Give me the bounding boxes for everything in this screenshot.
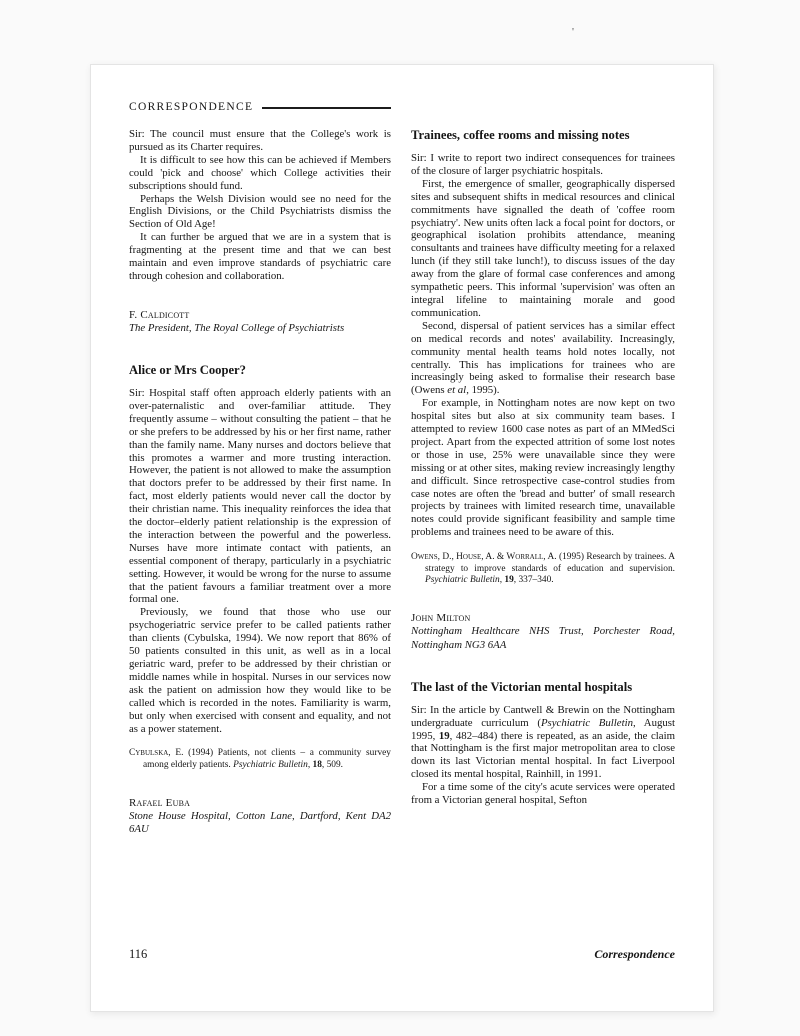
signature-name: F. Caldicott [129,308,190,321]
signature-block [411,612,675,651]
signature-block [129,797,391,836]
correspondence-heading: CORRESPONDENCE [129,101,254,113]
signature-affiliation: The President, The Royal College of Psychiatrists [129,321,345,334]
letter-paragraph: Previously, we found that those who use our psychogeriatric service prefer to be called patients rather than clients (Cybulska, 1994). We now report that 86% of 50 patients consulted in this unit, as well as in a local geriatric ward, prefer to be addressed by their christian or middle names while in hospital. Nurses in our services now ask the patient on admission how they would like to be called which is recorded in the notes. Familiarity is warm, but only when exercised with consent and equality, and not as a power statement. [129,606,391,735]
letter-paragraph: It can further be argued that we are in a system that is fragmenting at the present time and that we can best maintain and even improve standards of psychiatric care through cohesion and collaboration. [129,231,391,282]
letter-paragraph: Sir: In the article by Cantwell & Brewin on the Nottingham undergraduate curriculum (Psychiatric Bulletin, August 1995, 19, 482–484) there is repeated, as an aside, the claim that Nottingham is the first major metropolitan area to close down its last Victorian mental hospital. In fact Liverpool closed its mental hospital, Rainhill, in 1991. [411,703,676,781]
signature-block [129,309,391,335]
letter-paragraph: For a time some of the city's acute services were operated from a Victorian general hospital, Sefton [411,781,675,807]
right-column [411,128,675,837]
letter-title-victorian: The last of the Victorian mental hospitals [411,679,633,694]
left-column [129,128,391,837]
reference-cybulska: Cybulska, E. (1994) Patients, not clients – a community survey among elderly patients. Psychiatric Bulletin, 18, 509. [129,748,391,770]
page-footer [129,947,675,962]
letter-paragraph: Sir: Hospital staff often approach elderly patients with an over-paternalistic and over-familiar attitude. They frequently assume – without consulting the patient – that he or she prefers to be addressed by his or her first name, rather than the family name. Many nurses and doctors believe that this promotes a warmer and more trusting interaction. However, the patient is not allowed to make the assumption that doctors prefer to be addressed by their first name. In fact, most elderly patients would never call the doctor by their christian name. This inequality reinforces the idea that the doctor–elderly patient relationship is the expression of the interaction between the powerful and the powerless. Nurses have more intimate contact with patients, an essential component of therapy, particularly in a psychiatric setting. However, it would be wrong for the nurse to assume that the patient favours a familiar treatment over a more formal one. [129,386,391,606]
signature-name: Rafael Euba [129,797,191,810]
letter-paragraph: For example, in Nottingham notes are now kept on two hospital sites but also at six community team bases. I attempted to review 1600 case notes as part of an MMedSci project. Apart from the expected attrition of some lost notes or those in use, 25% were unavailable since they were missing or at other sites, making review increasingly lengthy and difficult. Since retrospective case-control studies from case notes are often the 'bread and butter' of small research projects by trainees with limited research time, unavailable notes could provide significant feasibility and sample time problems and trainees need to be aware of this. [411,397,675,539]
footer-section-label: Correspondence [594,947,675,961]
journal-page [90,64,714,1012]
letter-paragraph: It is difficult to see how this can be achieved if Members could 'pick and choose' which College activities their subscriptions should fund. [129,153,391,192]
letter-paragraph: Second, dispersal of patient services has a similar effect on medical records and notes' availability. Increasingly, community mental health teams hold notes locally, not centrally. This has implications for trainees who are increasingly being asked to formalise their research base (Owens et al, 1995). [411,319,675,397]
signature-affiliation: Nottingham Healthcare NHS Trust, Porchester Road, Nottingham NG3 6AA [411,625,675,651]
signature-name: John Milton [411,612,471,625]
page-content [129,101,675,837]
signature-affiliation: Stone House Hospital, Cotton Lane, Dartford, Kent DA2 6AU [129,810,391,836]
two-column-layout [129,128,675,837]
header-rule [262,107,391,109]
letter-paragraph: First, the emergence of smaller, geographically dispersed sites and subsequent shifts in medical resources and clinical commitments have signalled the death of 'coffee room psychiatry'. New units often lack a focal point for doctors, or geographical isolation prohibits attendance, meaning consultants and trainees have difficulty meeting for a relaxed lunch (if they still take lunch!), to discuss issues of the day away from the glare of formal case conferences and among sympathetic peers. This informal 'supervision' was often an integral lifeline to maintaining morale and good communication. [411,177,675,319]
letter-title-alice: Alice or Mrs Cooper? [129,362,246,377]
running-head [129,101,391,113]
page-number: 116 [129,947,148,961]
letter-paragraph: Perhaps the Welsh Division would see no need for the English Divisions, or the Child Psychiatrists dismiss the Section of Old Age! [129,192,391,231]
reference-owens: Owens, D., House, A. & Worrall, A. (1995) Research by trainees. A strategy to improve standards of education and supervision. Psychiatric Bulletin, 19, 337–340. [411,552,675,585]
letter-paragraph: Sir: The council must ensure that the College's work is pursued as its Charter requires. [129,128,391,153]
letter-paragraph: Sir: I write to report two indirect consequences for trainees of the closure of larger psychiatric hospitals. [411,152,675,177]
scan-artifact: ' [572,26,574,38]
letter-title-trainees: Trainees, coffee rooms and missing notes [411,128,630,142]
